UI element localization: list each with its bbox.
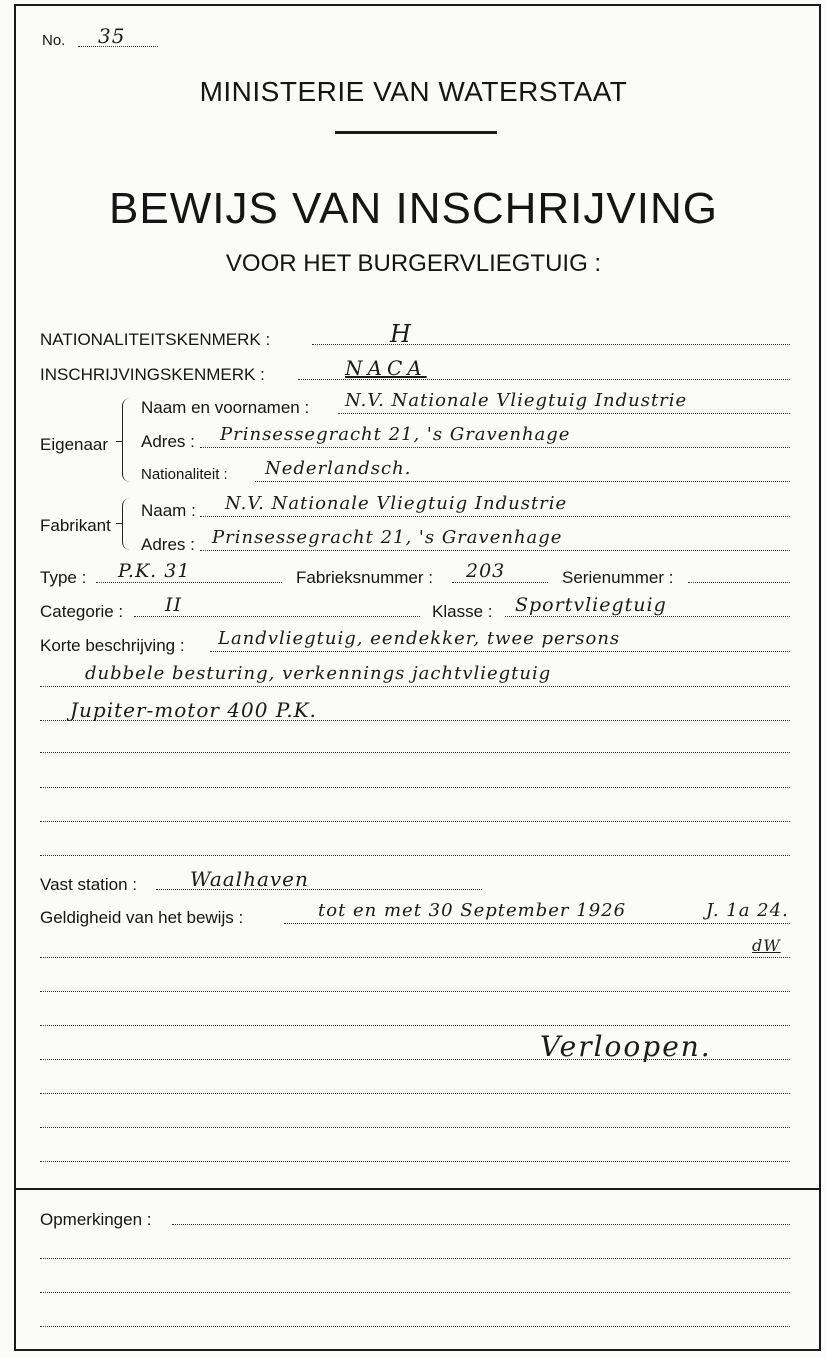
manufacturer-brace <box>122 498 135 550</box>
dotted-line <box>40 957 790 958</box>
dotted-line <box>134 616 420 617</box>
owner-nationality-value: Nederlandsch. <box>265 458 412 479</box>
dotted-line <box>298 379 790 380</box>
serial-number-label: Serienummer : <box>562 568 674 587</box>
dotted-line <box>452 582 548 583</box>
description-line-2: dubbele besturing, verkennings jachtvliegtuig <box>85 663 552 684</box>
dotted-line <box>40 821 790 822</box>
dotted-line <box>40 1059 790 1060</box>
dotted-line <box>40 1258 790 1259</box>
number-label: No. <box>42 32 66 49</box>
brace-tip <box>116 441 122 442</box>
document-title: BEWIJS VAN INSCHRIJVING <box>109 184 718 233</box>
dotted-line <box>40 1161 790 1162</box>
dotted-line <box>40 855 790 856</box>
owner-name-value: N.V. Nationale Vliegtuig Industrie <box>345 390 688 411</box>
dotted-line <box>40 1326 790 1327</box>
dotted-line <box>40 720 790 721</box>
category-label: Categorie : <box>40 602 124 621</box>
type-label: Type : <box>40 568 87 587</box>
factory-number-value: 203 <box>466 560 506 582</box>
owner-group-label: Eigenaar <box>40 435 109 454</box>
dotted-line <box>172 1224 790 1225</box>
description-line-3: Jupiter-motor 400 P.K. <box>70 698 317 722</box>
remarks-divider <box>14 1188 821 1190</box>
dotted-line <box>40 1292 790 1293</box>
manufacturer-address-label: Adres : <box>141 535 195 554</box>
remarks-label: Opmerkingen : <box>40 1210 152 1229</box>
owner-address-value: Prinsessegracht 21, 's Gravenhage <box>220 424 571 445</box>
owner-name-label: Naam en voornamen : <box>141 398 310 417</box>
description-label: Korte beschrijving : <box>40 636 185 655</box>
dotted-line <box>284 923 790 924</box>
home-station-label: Vast station : <box>40 875 138 894</box>
registration-mark-label: INSCHRIJVINGSKENMERK : <box>40 365 265 384</box>
nationality-mark-value: H <box>390 320 412 348</box>
home-station-value: Waalhaven <box>190 867 309 891</box>
validity-initials-2: dW <box>752 936 781 955</box>
dotted-line <box>40 1127 790 1128</box>
validity-label: Geldigheid van het bewijs : <box>40 908 244 927</box>
dotted-line <box>40 1093 790 1094</box>
manufacturer-address-value: Prinsessegracht 21, 's Gravenhage <box>212 527 563 548</box>
dotted-line <box>312 344 790 345</box>
owner-brace <box>122 398 135 482</box>
validity-value: tot en met 30 September 1926 <box>318 900 627 921</box>
class-value: Sportvliegtuig <box>515 594 667 616</box>
owner-nationality-label: Nationaliteit : <box>141 466 228 483</box>
owner-address-label: Adres : <box>141 432 195 451</box>
expired-annotation: Verloopen. <box>540 1030 712 1063</box>
dotted-line <box>255 481 790 482</box>
dotted-line <box>40 991 790 992</box>
dotted-line <box>156 889 482 890</box>
dotted-line <box>338 413 790 414</box>
header-rule <box>335 131 497 134</box>
class-label: Klasse : <box>432 602 493 621</box>
dotted-line <box>200 516 790 517</box>
factory-number-label: Fabrieksnummer : <box>296 568 433 587</box>
dotted-line <box>200 550 790 551</box>
manufacturer-group-label: Fabrikant <box>40 516 111 535</box>
number-dotted-line <box>78 46 158 47</box>
validity-initials: J. 1a 24. <box>706 900 789 921</box>
registration-mark-value: NACA <box>345 356 427 380</box>
dotted-line <box>200 447 790 448</box>
dotted-line <box>96 582 282 583</box>
nationality-mark-label: NATIONALITEITSKENMERK : <box>40 330 271 349</box>
document-subtitle: VOOR HET BURGERVLIEGTUIG : <box>225 250 602 277</box>
dotted-line <box>40 752 790 753</box>
manufacturer-name-label: Naam : <box>141 501 196 520</box>
dotted-line <box>40 787 790 788</box>
category-value: II <box>165 594 183 616</box>
manufacturer-name-value: N.V. Nationale Vliegtuig Industrie <box>225 493 568 514</box>
description-line-1: Landvliegtuig, eendekker, twee persons <box>218 628 621 649</box>
dotted-line <box>40 1025 790 1026</box>
number-value: 35 <box>98 24 126 48</box>
brace-tip <box>116 523 122 524</box>
ministry-title: MINISTERIE VAN WATERSTAAT <box>199 76 628 107</box>
type-value: P.K. 31 <box>118 560 191 582</box>
dotted-line <box>40 686 790 687</box>
dotted-line <box>688 582 790 583</box>
dotted-line <box>505 616 790 617</box>
dotted-line <box>210 651 790 652</box>
